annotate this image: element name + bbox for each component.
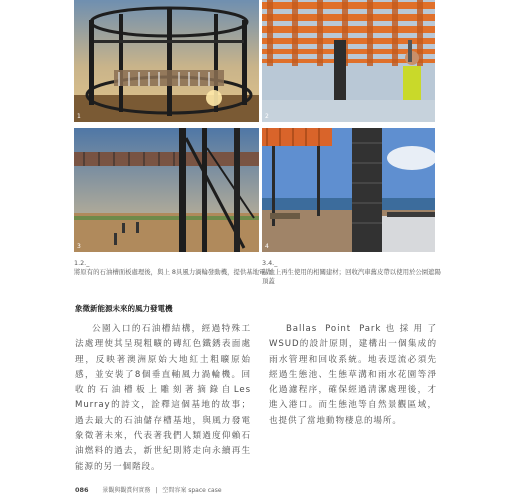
body-paragraph: 公園入口的石油槽結構，經過特殊工法處理使其呈現粗曠的磚紅色鐵銹表面處理，反映著澳洲原始大地紅土粗曠原始感，並安裝了8個垂直軸風力渦輪機。回收的石油槽板上雕刻著摘錄自Les Murray的詩文，詮釋這個基地的故事；過去最大的石油儲存槽基地，與風力發電象徵著未來，代表著我們人類過度仰賴石油燃料的過去，新世紀則將走向永續再生能源的另一個階段。: [75, 324, 251, 472]
photo-number: 4: [265, 243, 269, 250]
body-column-left: [75, 322, 251, 475]
publication-name: 景觀與觀賞何實務: [102, 487, 151, 494]
page-footer: [75, 485, 222, 494]
caption-numbers: 1.2._: [74, 259, 90, 267]
photo-canopy-harbour: [262, 128, 435, 252]
photo-caption-right: [262, 259, 462, 286]
photo-tank-frame-dusk: [74, 128, 259, 252]
body-column-right: [269, 322, 437, 429]
photo-number: 3: [77, 243, 81, 250]
body-paragraph: Ballas Point Park也採用了WSUD的設計原則，建構出一個集成的雨水管理和回收系統。地表逕流必須先經過生態池、生態草溝和雨水花園等淨化過濾程序，確保經過清潔處理後，才進入港口。而生態池等自然景觀區域，也提供了當地動物棲息的場所。: [269, 324, 437, 426]
section-name: 空間容案 space case: [162, 487, 222, 494]
caption-numbers: 3.4._: [262, 259, 278, 267]
caption-text: 將原有的石油槽面板處理後，與上 8具風力渦輪發動機，提供基地電力: [74, 268, 272, 276]
photo-orange-canopy-worker: [262, 0, 435, 122]
page-number: 086: [75, 486, 89, 494]
section-heading: 象徵新能源未來的風力發電機: [75, 304, 173, 313]
footer-separator: |: [155, 487, 158, 494]
photo-number: 1: [77, 113, 81, 120]
photo-caption-left: [74, 259, 274, 277]
caption-text: 基地上再生使用的相關建材；回收汽車舊皮帶以使用於公園遮陽頂蓋: [262, 268, 441, 285]
photo-tank-frame-turbines: [74, 0, 259, 122]
photo-number: 2: [265, 113, 269, 120]
